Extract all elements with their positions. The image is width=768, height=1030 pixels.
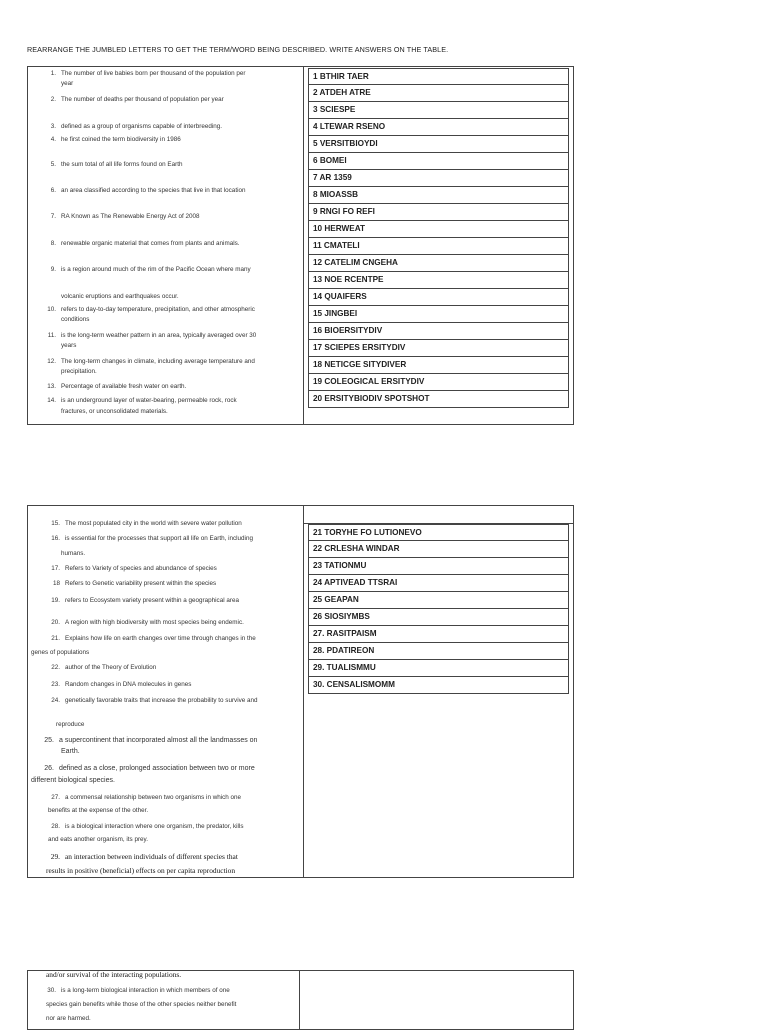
jumbled-word-row: 30. CENSALISMOMM xyxy=(308,677,569,694)
jumbled-word-row: 5 VERSITBIOYDI xyxy=(308,136,569,153)
jumbled-word-row xyxy=(304,506,573,524)
jumbled-word-row: 29. TUALISMMU xyxy=(308,660,569,677)
clues-column xyxy=(28,971,300,1029)
clue-16-cont: humans. xyxy=(61,550,86,557)
clue-27-cont: benefits at the expense of the other. xyxy=(48,807,149,814)
jumbled-word-row: 15 JINGBEI xyxy=(308,306,569,323)
jumbled-word-row: 20 ERSITYBIODIV SPOTSHOT xyxy=(308,391,569,408)
jumbled-word-row: 4 LTEWAR RSENO xyxy=(308,119,569,136)
jumbled-word-row: 3 SCIESPE xyxy=(308,102,569,119)
clue-15: 15. The most populated city in the world with severe water pollution xyxy=(51,520,242,527)
jumbled-word-row: 1 BTHIR TAER xyxy=(308,68,569,85)
clue-8: 8. renewable organic material that comes from plants and animals. xyxy=(50,240,240,247)
clue-11: 11. is the long-term weather pattern in an area, typically averaged over 30 xyxy=(47,332,257,339)
clue-2: 2. The number of deaths per thousand of population per year xyxy=(50,96,224,103)
jumbled-word-row: 11 CMATELI xyxy=(308,238,569,255)
jumbled-word-row: 9 RNGI FO REFI xyxy=(308,204,569,221)
clue-27: 27. a commensal relationship between two organisms in which one xyxy=(51,794,242,801)
clue-24-cont: reproduce xyxy=(56,721,85,728)
clue-13: 13. Percentage of available fresh water on earth. xyxy=(47,383,187,390)
worksheet-table-1 xyxy=(27,66,574,425)
clue-10: 10. refers to day-to-day temperature, precipitation, and other atmospheric xyxy=(47,306,255,313)
clue-22: 22. author of the Theory of Evolution xyxy=(51,664,157,671)
clue-17: 17. Refers to Variety of species and abundance of species xyxy=(51,565,217,572)
clue-21: 21. Explains how life on earth changes over time through changes in the xyxy=(51,635,256,642)
clue-6: 6. an area classified according to the species that live in that location xyxy=(50,187,246,194)
jumbled-word-row: 16 BIOERSITYDIV xyxy=(308,323,569,340)
clue-29: 29. an interaction between individuals of different species that xyxy=(50,852,238,861)
clue-9-cont: volcanic eruptions and earthquakes occur. xyxy=(61,293,179,300)
worksheet-table-3 xyxy=(27,970,574,1030)
clue-14: 14. is an underground layer of water-bearing, permeable rock, rock xyxy=(47,397,237,404)
clue-20: 20. A region with high biodiversity with most species being endemic. xyxy=(51,619,244,626)
clue-14-cont: fractures, or unconsolidated materials. xyxy=(61,408,168,415)
jumbled-word-row: 8 MIOASSB xyxy=(308,187,569,204)
jumbled-word-row: 12 CATELIM CNGEHA xyxy=(308,255,569,272)
clue-26-cont: different biological species. xyxy=(31,777,115,784)
clue-12-cont: precipitation. xyxy=(61,368,97,375)
jumbled-word-row: 7 AR 1359 xyxy=(308,170,569,187)
clue-23: 23. Random changes in DNA molecules in genes xyxy=(51,681,192,688)
instructions: REARRANGE THE JUMBLED LETTERS TO GET THE TERM/WORD BEING DESCRIBED. WRITE ANSWERS ON THE TABLE. xyxy=(27,45,449,54)
jumbled-word-row: 24 APTIVEAD TTSRAI xyxy=(308,575,569,592)
jumbled-word-row: 6 BOMEI xyxy=(308,153,569,170)
jumbled-word-row: 27. RASITPAISM xyxy=(308,626,569,643)
jumbled-word-row: 28. PDATIREON xyxy=(308,643,569,660)
clue-3: 3. defined as a group of organisms capable of interbreeding. xyxy=(50,123,223,130)
clue-1: 1. The number of live babies born per thousand of the population per xyxy=(50,70,246,77)
clue-28: 28. is a biological interaction where one organism, the predator, kills xyxy=(51,823,244,830)
clue-7: 7. RA Known as The Renewable Energy Act of 2008 xyxy=(50,213,200,220)
clue-30-cont: species gain benefits while those of the other species neither benefit xyxy=(46,1001,237,1008)
clue-26: 26. defined as a close, prolonged association between two or more xyxy=(44,765,255,772)
clue-24: 24. genetically favorable traits that increase the probability to survive and xyxy=(51,697,258,704)
jumbled-word-row: 13 NOE RCENTPE xyxy=(308,272,569,289)
clue-25-cont: Earth. xyxy=(61,748,80,755)
jumbled-word-row: 17 SCIEPES ERSITYDIV xyxy=(308,340,569,357)
clue-19: 19. refers to Ecosystem variety present within a geographical area xyxy=(51,597,239,604)
clue-29-cont: results in positive (beneficial) effects on per capita reproduction xyxy=(46,866,236,875)
jumbled-word-row: 10 HERWEAT xyxy=(308,221,569,238)
jumbled-word-row: 22 CRLESHA WINDAR xyxy=(308,541,569,558)
jumbled-word-row: 25 GEAPAN xyxy=(308,592,569,609)
clue-29-end: and/or survival of the interacting populations. xyxy=(46,970,182,979)
jumbled-words-column xyxy=(300,971,573,1029)
jumbled-words-column xyxy=(304,506,573,877)
clues-column xyxy=(28,67,304,424)
clue-11-cont: years xyxy=(61,342,77,349)
clue-4: 4. he first coined the term biodiversity in 1986 xyxy=(50,136,181,143)
clue-12: 12. The long-term changes in climate, including average temperature and xyxy=(47,358,255,365)
jumbled-word-row: 26 SIOSIYMBS xyxy=(308,609,569,626)
jumbled-words-column xyxy=(304,67,573,424)
clue-25: 25. a supercontinent that incorporated almost all the landmasses on xyxy=(44,737,258,744)
clue-30-cont2: nor are harmed. xyxy=(46,1015,91,1022)
clue-16: 16. is essential for the processes that support all life on Earth, including xyxy=(51,535,253,542)
jumbled-word-row: 14 QUAIFERS xyxy=(308,289,569,306)
clue-5: 5. the sum total of all life forms found on Earth xyxy=(50,161,183,168)
clue-28-cont: and eats another organism, its prey. xyxy=(48,836,148,843)
jumbled-word-row: 19 COLEOGICAL ERSITYDIV xyxy=(308,374,569,391)
clues-column xyxy=(28,506,304,877)
clue-1-cont: year xyxy=(61,80,74,87)
jumbled-word-row: 18 NETICGE SITYDIVER xyxy=(308,357,569,374)
jumbled-word-row: 21 TORYHE FO LUTIONEVO xyxy=(308,524,569,541)
clue-10-cont: conditions xyxy=(61,316,90,323)
worksheet-table-2 xyxy=(27,505,574,878)
clue-30: 30. is a long-term biological interaction in which members of one xyxy=(47,987,230,994)
clue-9: 9. is a region around much of the rim of the Pacific Ocean where many xyxy=(50,266,251,273)
jumbled-word-row: 23 TATIONMU xyxy=(308,558,569,575)
clue-18: 18 Refers to Genetic variability present within the species xyxy=(52,580,217,587)
jumbled-word-row: 2 ATDEH ATRE xyxy=(308,85,569,102)
clue-21-cont: genes of populations xyxy=(31,649,90,656)
